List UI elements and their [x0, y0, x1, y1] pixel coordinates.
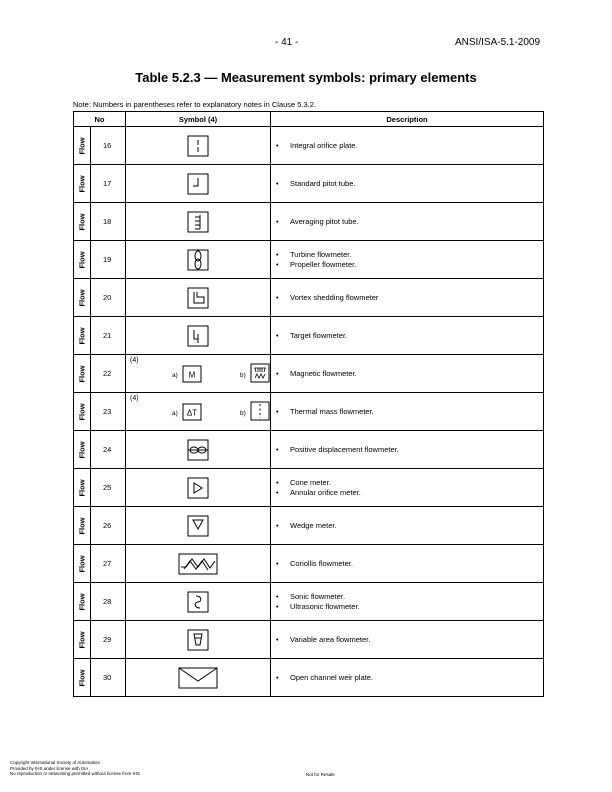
- measurement-symbols-table: [73, 111, 544, 697]
- row-number: 25: [91, 469, 126, 507]
- standard-pitot-tube-icon: [187, 173, 209, 195]
- row-number: 26: [91, 507, 126, 545]
- table-row: [74, 583, 544, 621]
- description-cell: [271, 355, 544, 393]
- symbol-cell: [126, 355, 271, 393]
- category-label: Flow: [77, 668, 87, 687]
- table-row: [74, 469, 544, 507]
- category-cell: [74, 317, 91, 355]
- note-ref: (4): [130, 395, 139, 402]
- category-cell: [74, 621, 91, 659]
- table-row: [74, 431, 544, 469]
- description-cell: [271, 127, 544, 165]
- description-cell: [271, 621, 544, 659]
- thermal-mass-icon: [182, 403, 202, 421]
- row-number: 23: [91, 393, 126, 431]
- symbol-cell: [126, 431, 271, 469]
- table-row: [74, 621, 544, 659]
- header-description: Description: [271, 112, 544, 127]
- row-number: 27: [91, 545, 126, 583]
- row-number: 24: [91, 431, 126, 469]
- category-cell: [74, 165, 91, 203]
- row-number: 30: [91, 659, 126, 697]
- variant-a-text: ΔT: [186, 408, 198, 418]
- resale-notice: Not for Resale: [306, 772, 335, 777]
- category-label: Flow: [77, 174, 87, 193]
- description-item: • Magnetic flowmeter.: [271, 369, 543, 379]
- category-cell: [74, 279, 91, 317]
- description-item: • Coriollis flowmeter.: [271, 559, 543, 569]
- copyright-line: No reproduction or networking permitted without license from IHS: [10, 771, 141, 777]
- description-cell: [271, 469, 544, 507]
- category-cell: [74, 127, 91, 165]
- description-item: • Positive displacement flowmeter.: [271, 445, 543, 455]
- table-row: [74, 393, 544, 431]
- sonic-flowmeter-icon: [187, 591, 209, 613]
- description-item: • Wedge meter.: [271, 521, 543, 531]
- category-cell: [74, 545, 91, 583]
- category-cell: [74, 469, 91, 507]
- wedge-meter-icon: [187, 515, 209, 537]
- target-flowmeter-icon: [187, 325, 209, 347]
- category-label: Flow: [77, 136, 87, 155]
- copyright-line: Copyright International Society of Automation: [10, 760, 101, 765]
- category-cell: [74, 203, 91, 241]
- category-label: Flow: [77, 592, 87, 611]
- thermal-probe-icon: [250, 401, 270, 421]
- table-note: Note: Numbers in parentheses refer to explanatory notes in Clause 5.3.2.: [73, 100, 317, 109]
- description-item: • Open channel weir plate.: [271, 673, 543, 683]
- category-label: Flow: [77, 554, 87, 573]
- symbol-cell: [126, 621, 271, 659]
- integral-orifice-plate-icon: [187, 135, 209, 157]
- copyright-footer: [10, 760, 140, 777]
- description-item: • Thermal mass flowmeter.: [271, 407, 543, 417]
- description-cell: [271, 317, 544, 355]
- table-row: [74, 127, 544, 165]
- positive-displacement-icon: [187, 439, 209, 461]
- category-label: Flow: [77, 630, 87, 649]
- description-item: • Variable area flowmeter.: [271, 635, 543, 645]
- category-cell: [74, 431, 91, 469]
- category-label: Flow: [77, 478, 87, 497]
- category-cell: [74, 583, 91, 621]
- page-number: - 41 -: [275, 37, 299, 48]
- description-cell: [271, 241, 544, 279]
- category-label: Flow: [77, 440, 87, 459]
- description-item: • Sonic flowmeter.: [271, 592, 543, 602]
- table-row: [74, 659, 544, 697]
- variant-b-label: b): [240, 410, 246, 417]
- category-cell: [74, 393, 91, 431]
- category-label: Flow: [77, 250, 87, 269]
- description-item: • Integral orifice plate.: [271, 141, 543, 151]
- turbine-flowmeter-icon: [187, 249, 209, 271]
- symbol-cell: [126, 165, 271, 203]
- table-row: [74, 545, 544, 583]
- description-item: • Cone meter.: [271, 478, 543, 488]
- header-no: No: [74, 112, 126, 127]
- variant-b-label: b): [240, 372, 246, 379]
- description-item: • Ultrasonic flowmeter.: [271, 602, 543, 612]
- description-item: • Vortex shedding flowmeter: [271, 293, 543, 303]
- weir-plate-icon: [178, 667, 218, 689]
- description-cell: [271, 507, 544, 545]
- symbol-cell: [126, 545, 271, 583]
- page-title: Table 5.2.3 — Measurement symbols: primary elements: [135, 70, 477, 85]
- variable-area-icon: [187, 629, 209, 651]
- magnetic-flowmeter-icon: [182, 365, 202, 383]
- averaging-pitot-tube-icon: [187, 211, 209, 233]
- row-number: 16: [91, 127, 126, 165]
- table-header-row: [74, 112, 544, 127]
- category-label: Flow: [77, 212, 87, 231]
- table-row: [74, 279, 544, 317]
- variant-a-label: a): [172, 372, 178, 379]
- symbol-cell: [126, 241, 271, 279]
- row-number: 29: [91, 621, 126, 659]
- category-cell: [74, 507, 91, 545]
- description-item: • Target flowmeter.: [271, 331, 543, 341]
- description-item: • Standard pitot tube.: [271, 179, 543, 189]
- category-label: Flow: [77, 326, 87, 345]
- description-item: • Turbine flowmeter.: [271, 250, 543, 260]
- table-row: [74, 203, 544, 241]
- table-row: [74, 355, 544, 393]
- row-number: 22: [91, 355, 126, 393]
- row-number: 20: [91, 279, 126, 317]
- symbol-cell: [126, 393, 271, 431]
- coriolis-flowmeter-icon: [178, 553, 218, 575]
- standard-id: ANSI/ISA-5.1-2009: [455, 37, 541, 48]
- header-symbol: Symbol (4): [126, 112, 271, 127]
- description-cell: [271, 583, 544, 621]
- table-row: [74, 317, 544, 355]
- table-row: [74, 507, 544, 545]
- variant-a-label: a): [172, 410, 178, 417]
- row-number: 19: [91, 241, 126, 279]
- category-label: Flow: [77, 516, 87, 535]
- category-label: Flow: [77, 402, 87, 421]
- category-label: Flow: [77, 364, 87, 383]
- description-cell: [271, 659, 544, 697]
- note-ref: (4): [130, 357, 139, 364]
- symbol-cell: [126, 279, 271, 317]
- row-number: 21: [91, 317, 126, 355]
- category-cell: [74, 355, 91, 393]
- vortex-shedding-icon: [187, 287, 209, 309]
- symbol-cell: [126, 317, 271, 355]
- symbol-cell: [126, 659, 271, 697]
- description-cell: [271, 203, 544, 241]
- description-item: • Propeller flowmeter.: [271, 260, 543, 270]
- description-cell: [271, 279, 544, 317]
- cone-meter-icon: [187, 477, 209, 499]
- category-cell: [74, 659, 91, 697]
- symbol-cell: [126, 583, 271, 621]
- table-row: [74, 241, 544, 279]
- magnetic-coil-icon: [250, 363, 270, 383]
- category-label: Flow: [77, 288, 87, 307]
- description-cell: [271, 431, 544, 469]
- description-cell: [271, 545, 544, 583]
- description-item: • Annular orifice meter.: [271, 488, 543, 498]
- symbol-cell: [126, 507, 271, 545]
- row-number: 28: [91, 583, 126, 621]
- symbol-cell: [126, 127, 271, 165]
- category-cell: [74, 241, 91, 279]
- row-number: 17: [91, 165, 126, 203]
- copyright-line: Provided by IHS under license with ISA: [10, 765, 89, 771]
- symbol-cell: [126, 469, 271, 507]
- row-number: 18: [91, 203, 126, 241]
- symbol-cell: [126, 203, 271, 241]
- description-cell: [271, 165, 544, 203]
- variant-a-text: M: [188, 370, 196, 380]
- description-cell: [271, 393, 544, 431]
- description-item: • Averaging pitot tube.: [271, 217, 543, 227]
- table-row: [74, 165, 544, 203]
